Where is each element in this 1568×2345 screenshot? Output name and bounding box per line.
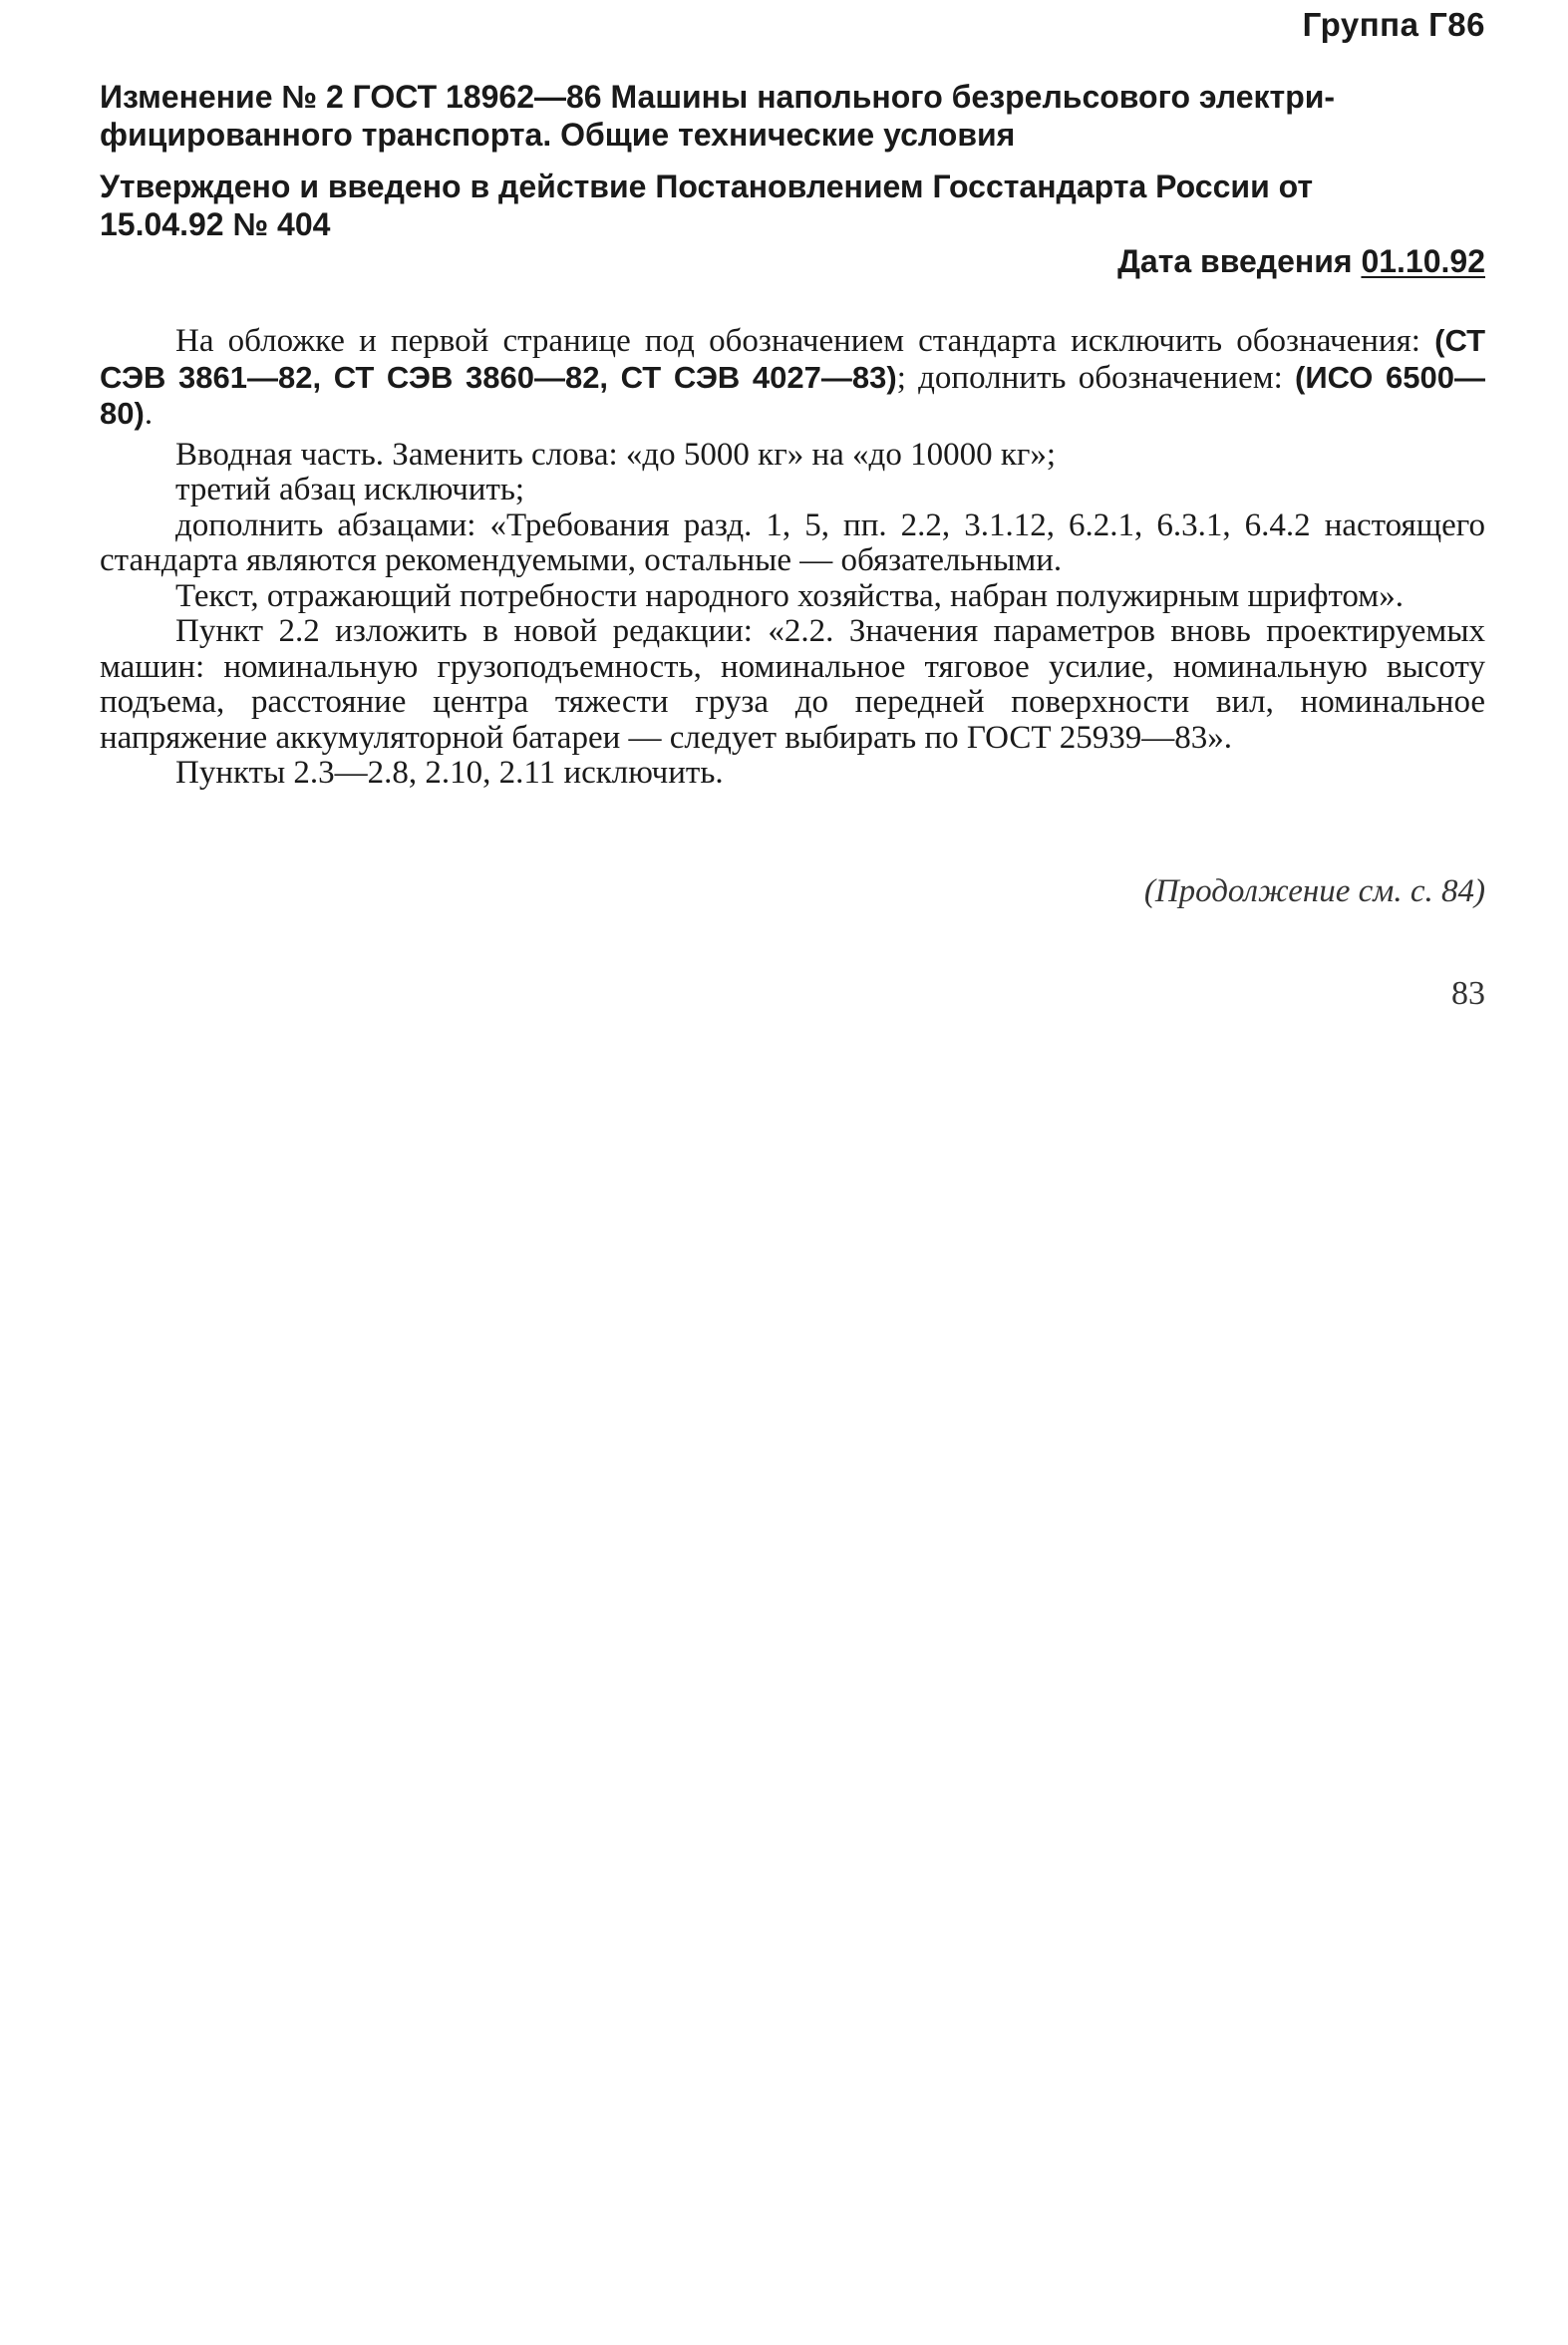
group-code: Группа Г86 <box>1302 6 1485 43</box>
paragraph-third-abzac: третий абзац исключить; <box>175 472 525 507</box>
effective-date-label: Дата введения <box>1117 243 1353 279</box>
page-number: 83 <box>1451 975 1485 1012</box>
paragraph-1-text-a: На обложке и первой странице под обозначением стандарта исключить обозначения: <box>175 323 1420 359</box>
approval-line-2: 15.04.92 № 404 <box>100 206 331 242</box>
change-title <box>100 78 1485 154</box>
paragraph-1-text-c: ; дополнить обозначением: <box>896 359 1283 396</box>
paragraph-items-excluded: Пункты 2.3—2.8, 2.10, 2.11 исключить. <box>175 755 724 791</box>
paragraph-bold-text-note: Текст, отражающий потребности народного хозяйства, набран полужирным шрифтом». <box>175 577 1404 614</box>
document-page <box>100 0 1485 2345</box>
approval-line-1: Утверждено и введено в действие Постановлением Госстандарта России от <box>100 168 1314 204</box>
change-title-line-2: фицированного транспорта. Общие технические условия <box>100 117 1016 153</box>
effective-date <box>1117 243 1485 280</box>
paragraph-1-bold-a: (СТ СЭВ 3861—82, СТ СЭВ 3860—82, СТ СЭВ 4027—83) <box>100 323 1485 395</box>
paragraph-add-requirements: дополнить абзацами: «Требования разд. 1, 5, пп. 2.2, 3.1.12, 6.2.1, 6.3.1, 6.4.2 настоящего стандарта являются рекомендуемыми, остальные — обязательными. <box>100 506 1485 578</box>
paragraph-item-2-2: Пункт 2.2 изложить в новой редакции: «2.2. Значения параметров вновь проектируемых машин: номинальную грузоподъемность, номинальное тяговое усилие, номинальную высоту подъема, расстояние центра тяжести груза до передней поверхности вил, номинальное напряжение аккумуляторной батареи — следует выбирать по ГОСТ 25939—83». <box>100 613 1485 756</box>
paragraph-introduction: Вводная часть. Заменить слова: «до 5000 кг» на «до 10000 кг»; <box>175 436 1057 473</box>
paragraph-1-text-e: . <box>144 396 154 432</box>
document-body <box>100 323 1485 792</box>
change-title-line-1: Изменение № 2 ГОСТ 18962—86 Машины напольного безрельсового электри- <box>100 79 1336 115</box>
paragraph-1-bold-b: (ИСО 6500—80) <box>100 359 1485 431</box>
approval-statement <box>100 168 1485 243</box>
continuation-note: (Продолжение см. с. 84) <box>1143 873 1485 909</box>
effective-date-value: 01.10.92 <box>1361 243 1485 279</box>
paragraph-cover-designation <box>100 323 1485 433</box>
